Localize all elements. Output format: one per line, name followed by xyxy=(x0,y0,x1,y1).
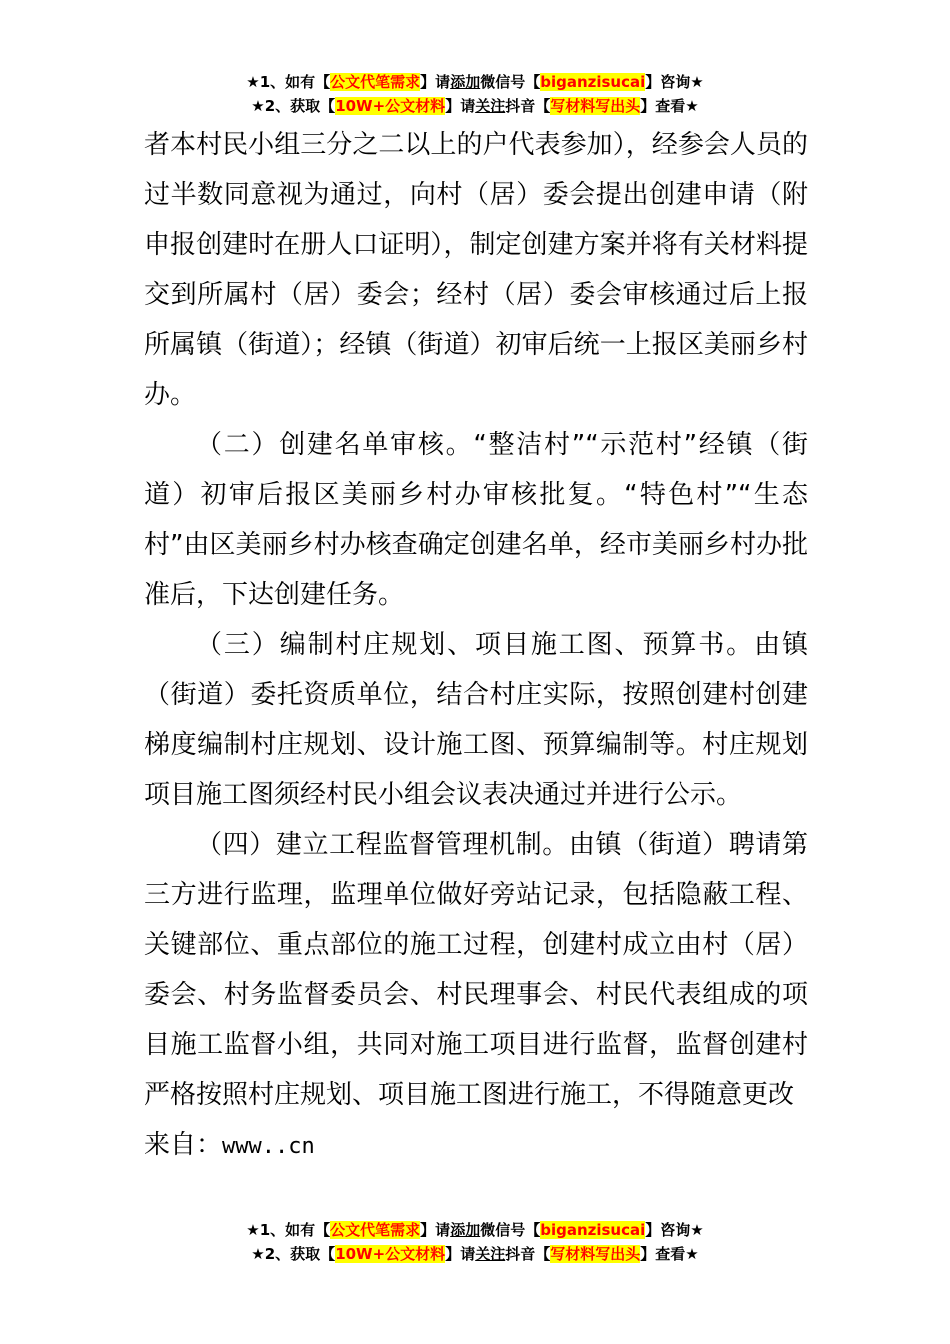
document-body xyxy=(144,120,808,1172)
source-label: 来自： xyxy=(144,1130,223,1160)
banner-text: 抖音【 xyxy=(505,1245,551,1263)
banner-highlight: 10W+公文材料 xyxy=(335,1245,446,1263)
banner-highlight: biganzisucai xyxy=(540,73,646,91)
banner-line-2 xyxy=(0,94,950,118)
banner-text: ★1、如有【 xyxy=(246,73,331,91)
paragraph: （三）编制村庄规划、项目施工图、预算书。由镇（街道）委托资质单位，结合村庄实际，按照创建村创建梯度编制村庄规划、设计施工图、预算编制等。村庄规划项目施工图须经村民小组会议表决通过并进行公示。 xyxy=(144,630,808,810)
paragraph: 者本村民小组三分之二以上的户代表参加），经参会人员的过半数同意视为通过，向村（居）委会提出创建申请（附申报创建时在册人口证明），制定创建方案并将有关材料提交到所属村（居）委会；经村（居）委会审核通过后上报所属镇（街道）；经镇（街道）初审后统一上报区美丽乡村办。 xyxy=(144,130,808,410)
banner-highlight: 10W+公文材料 xyxy=(335,97,446,115)
banner-text: 】查看★ xyxy=(640,97,699,115)
source-link[interactable]: www..cn xyxy=(222,1134,315,1159)
banner-line-1 xyxy=(0,1218,950,1242)
paragraph: （二）创建名单审核。“整洁村”“示范村”经镇（街道）初审后报区美丽乡村办审核批复。“特色村”“生态村”由区美丽乡村办核查确定创建名单，经市美丽乡村办批准后，下达创建任务。 xyxy=(144,430,808,610)
banner-text: 微信号【 xyxy=(480,73,541,91)
header-banner xyxy=(0,70,950,118)
footer-banner xyxy=(0,1218,950,1266)
banner-text: 】请 xyxy=(420,73,451,91)
banner-highlight: 写材料写出头 xyxy=(550,1245,641,1263)
banner-line-1 xyxy=(0,70,950,94)
banner-text: 】查看★ xyxy=(640,1245,699,1263)
banner-line-2 xyxy=(0,1242,950,1266)
banner-highlight: 公文代笔需求 xyxy=(330,73,421,91)
banner-underline: 添加 xyxy=(450,73,481,91)
banner-text: ★2、获取【 xyxy=(251,1245,336,1263)
banner-highlight: 写材料写出头 xyxy=(550,97,641,115)
paragraph: （四）建立工程监督管理机制。由镇（街道）聘请第三方进行监理，监理单位做好旁站记录，包括隐蔽工程、关键部位、重点部位的施工过程，创建村成立由村（居）委会、村务监督委员会、村民理事会、村民代表组成的项目施工监督小组，共同对施工项目进行监督，监督创建村严格按照村庄规划、项目施工图进行施工，不得随意更改 xyxy=(144,830,808,1110)
banner-text: 】咨询★ xyxy=(645,73,704,91)
banner-text: 】请 xyxy=(445,1245,476,1263)
banner-highlight: biganzisucai xyxy=(540,1221,646,1239)
banner-text: 】请 xyxy=(445,97,476,115)
banner-text: ★2、获取【 xyxy=(251,97,336,115)
banner-text: 微信号【 xyxy=(480,1221,541,1239)
banner-underline: 关注 xyxy=(475,97,506,115)
banner-text: 】请 xyxy=(420,1221,451,1239)
banner-text: ★1、如有【 xyxy=(246,1221,331,1239)
banner-text: 抖音【 xyxy=(505,97,551,115)
banner-highlight: 公文代笔需求 xyxy=(330,1221,421,1239)
banner-text: 】咨询★ xyxy=(645,1221,704,1239)
banner-underline: 添加 xyxy=(450,1221,481,1239)
banner-underline: 关注 xyxy=(475,1245,506,1263)
source-line xyxy=(144,1120,808,1172)
